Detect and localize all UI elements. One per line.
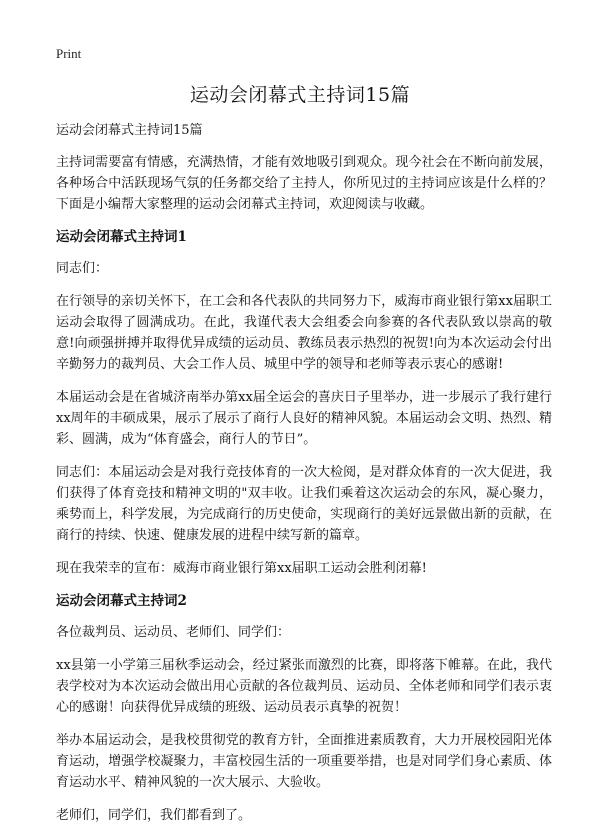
print-link[interactable]: Print bbox=[56, 46, 82, 61]
document-body bbox=[56, 120, 552, 838]
section-1-paragraph: 现在我荣幸的宣布：威海市商业银行第xx届职工运动会胜利闭幕! bbox=[56, 561, 427, 576]
section-1-paragraph: 在行领导的亲切关怀下，在工会和各代表队的共同努力下，威海市商业银行第xx届职工运动会取得了圆满成功。在此，我谨代表大会组委会向参赛的各代表队致以崇高的敬意!向顽强拼搏并取得优异成绩的运动员、教练员表示热烈的祝贺!向为本次运动会付出辛勤努力的裁判员、大会工作人员、城里中学的领导和老师等表示衷心的感谢! bbox=[56, 294, 552, 372]
section-2-paragraph: 老师们，同学们，我们都看到了。 bbox=[56, 808, 252, 823]
section-1-paragraph: 同志们：本届运动会是对我行竞技体育的一次大检阅，是对群众体育的一次大促进，我们获得了体育竞技和精神文明的"双丰收。让我们乘着这次运动会的东风，凝心聚力，乘势而上，科学发展，为完成商行的历史使命，实现商行的美好远景做出新的贡献，在商行的持续、快速、健康发展的进程中续写新的篇章。 bbox=[56, 465, 552, 543]
section-1-paragraph: 本届运动会是在省城济南举办第xx届全运会的喜庆日子里举办，进一步展示了我行建行xx周年的丰硕成果，展示了展示了商行人良好的精神风貌。本届运动会文明、热烈、精彩、圆满，成为“体育盛会，商行人的节日”。 bbox=[56, 390, 552, 447]
section-heading-1: 运动会闭幕式主持词1 bbox=[56, 229, 187, 245]
section-heading-2: 运动会闭幕式主持词2 bbox=[56, 593, 187, 609]
document-title: 运动会闭幕式主持词15篇 bbox=[189, 84, 411, 106]
section-2-paragraph: 举办本届运动会，是我校贯彻党的教育方针，全面推进素质教育，大力开展校园阳光体育运动，增强学校凝聚力，丰富校园生活的一项重要举措，也是对同学们身心素质、体育运动水平、精神风貌的一次大展示、大验收。 bbox=[56, 733, 552, 790]
intro-paragraph: 主持词需要富有情感，充满热情，才能有效地吸引到观众。现今社会在不断向前发展，各种场合中活跃现场气氛的任务都交给了主持人，你所见过的主持词应该是什么样的？下面是小编帮大家整理的运动会闭幕式主持词，欢迎阅读与收藏。 bbox=[56, 155, 552, 212]
section-2-paragraph: xx县第一小学第三届秋季运动会，经过紧张而激烈的比赛，即将落下帷幕。在此，我代表学校对为本次运动会做出用心贡献的各位裁判员、运动员、全体老师和同学们表示衷心的感谢！向获得优异成绩的班级、运动员表示真挚的祝贺！ bbox=[56, 658, 552, 715]
section-2-paragraph: 各位裁判员、运动员、老师们、同学们： bbox=[56, 625, 291, 640]
section-1-paragraph: 同志们： bbox=[56, 261, 109, 276]
document-subtitle: 运动会闭幕式主持词15篇 bbox=[56, 123, 203, 138]
